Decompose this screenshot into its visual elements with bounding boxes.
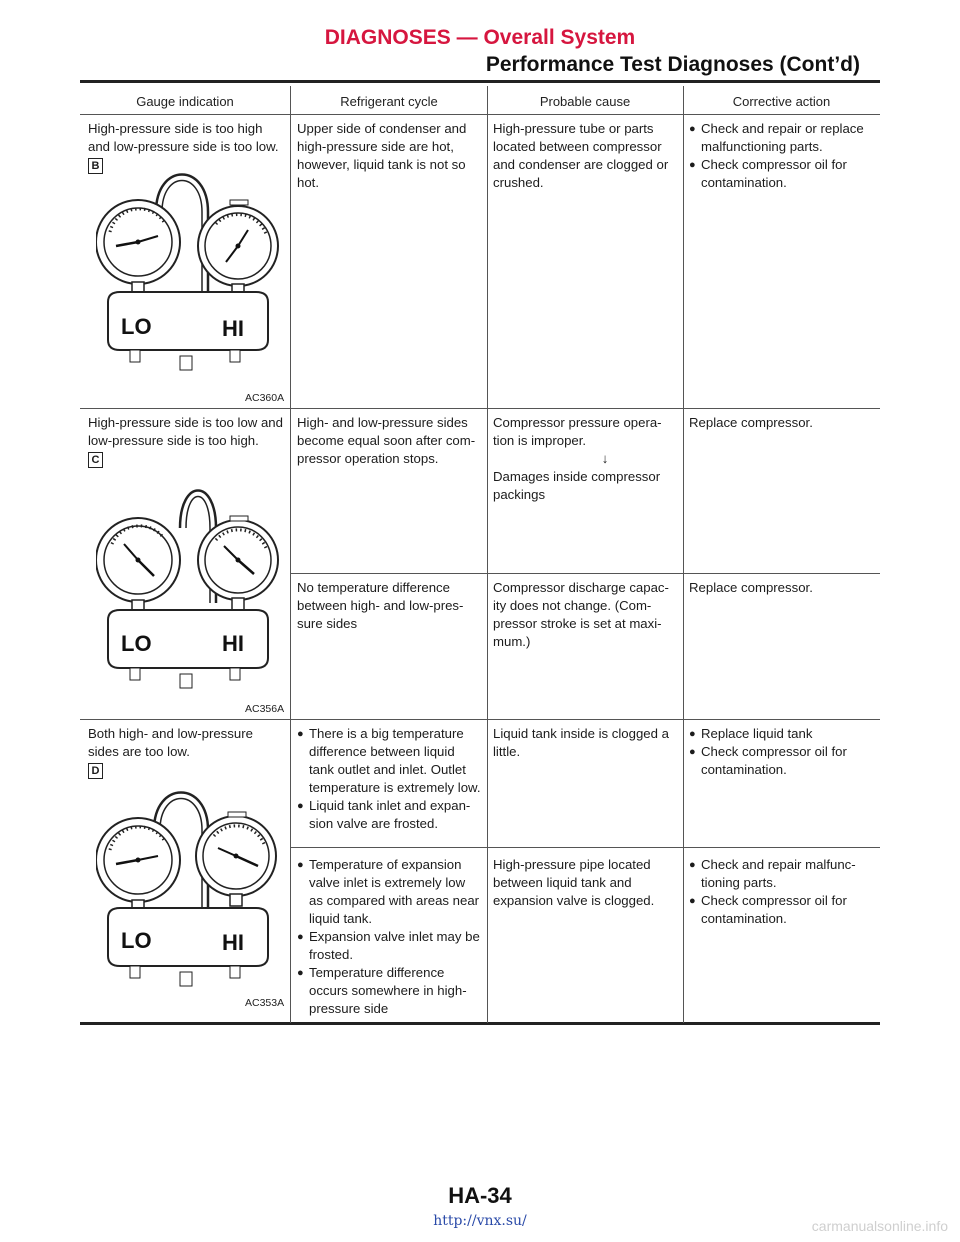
corrective-action-cell [689,120,874,192]
manifold-gauge-illustration [96,488,286,700]
table-bottom-rule [80,1022,880,1025]
cycle-item: ● Temperature of expansion valve inlet is extremely low as compared with areas near liquid tank. [297,857,480,926]
gauge-indication-cell [88,120,284,174]
cycle-item: ● Expansion valve inlet may be frosted. [297,929,480,962]
source-link[interactable]: http://vnx.su/ [433,1213,527,1229]
action-item: ● Replace liquid tank [689,726,813,741]
refrigerant-cycle-cell: High- and low-pressure sides become equal soon after com-pressor operation stops. [297,415,476,466]
col-header-gauge: Gauge indication [136,94,234,109]
gauge-hi-label: HI [222,316,244,341]
page-number: HA-34 [448,1183,512,1208]
column-divider [290,86,291,1023]
cycle-item: ● Temperature difference occurs somewhere in high-pressure side [297,965,467,1016]
row-divider [80,408,880,409]
case-tag: D [88,763,103,779]
gauge-hi-label: HI [222,930,244,955]
figure-code: AC353A [245,997,285,1009]
gauge-hi-label: HI [222,631,244,656]
probable-cause-cell: High-pressure pipe located between liquid tank and expansion valve is clogged. [493,857,655,908]
manifold-gauge-illustration [96,790,286,1002]
column-divider [683,86,684,1023]
cause-text: Damages inside compressor packings [493,469,661,502]
header-divider [80,114,880,115]
figure-code: AC360A [245,392,285,404]
refrigerant-cycle-cell [297,856,481,1018]
gauge-indication-text: High-pressure side is too high and low-pressure side is too low. [88,121,279,154]
corrective-action-cell [689,725,874,779]
probable-cause-cell: Liquid tank inside is clogged a little. [493,726,669,759]
case-tag: C [88,452,103,468]
case-tag: B [88,158,103,174]
figure-code: AC356A [245,703,285,715]
col-header-action: Corrective action [732,94,831,109]
cycle-item: ● Liquid tank inlet and expan-sion valve are frosted. [297,798,471,831]
cycle-item: ● There is a big temperature difference between liquid tank outlet and inlet. Outlet temperature is extremely low. [297,726,481,795]
gauge-lo-label: LO [121,928,152,953]
gauge-indication-text: High-pressure side is too low and low-pressure side is too high. [88,415,283,448]
watermark: carmanualsonline.info [811,1218,948,1234]
column-divider [487,86,488,1023]
probable-cause-cell: Compressor discharge capac-ity does not change. (Com-pressor stroke is set at maxi-mum.) [493,580,669,649]
gauge-indication-text: Both high- and low-pressure sides are too low. [88,726,253,759]
col-header-cause: Probable cause [539,94,631,109]
action-item: ● Check compressor oil for contamination. [689,157,847,190]
page-title: Performance Test Diagnoses (Cont’d) [485,53,860,76]
down-arrow-icon: ↓ [601,451,609,466]
probable-cause-cell: High-pressure tube or parts located between compressor and condenser are clogged or crushed. [493,121,669,190]
corrective-action-cell [689,856,874,928]
refrigerant-cycle-cell: Upper side of condenser and high-pressure side are hot, however, liquid tank is not so hot. [297,121,467,190]
row-divider [80,719,880,720]
cause-text: Compressor pressure opera-tion is improper. [493,415,662,448]
action-item: ● Check and repair or replace malfunctioning parts. [689,121,864,154]
header-rule [80,80,880,83]
subrow-divider [291,573,880,574]
gauge-indication-cell [88,725,284,779]
action-item: ● Check compressor oil for contamination. [689,893,847,926]
gauge-lo-label: LO [121,631,152,656]
subrow-divider [291,847,880,848]
gauge-lo-label: LO [121,314,152,339]
refrigerant-cycle-cell [297,725,481,833]
manifold-gauge-illustration [96,172,286,384]
probable-cause-cell [493,414,677,504]
section-title: DIAGNOSES — Overall System [324,26,636,49]
refrigerant-cycle-cell: No temperature difference between high- and low-pres-sure sides [297,580,464,631]
col-header-cycle: Refrigerant cycle [340,94,438,109]
action-item: ● Check and repair malfunc-tioning parts. [689,857,856,890]
corrective-action-cell: Replace compressor. [689,415,813,430]
gauge-indication-cell [88,414,284,468]
action-item: ● Check compressor oil for contamination. [689,744,847,777]
corrective-action-cell: Replace compressor. [689,580,813,595]
